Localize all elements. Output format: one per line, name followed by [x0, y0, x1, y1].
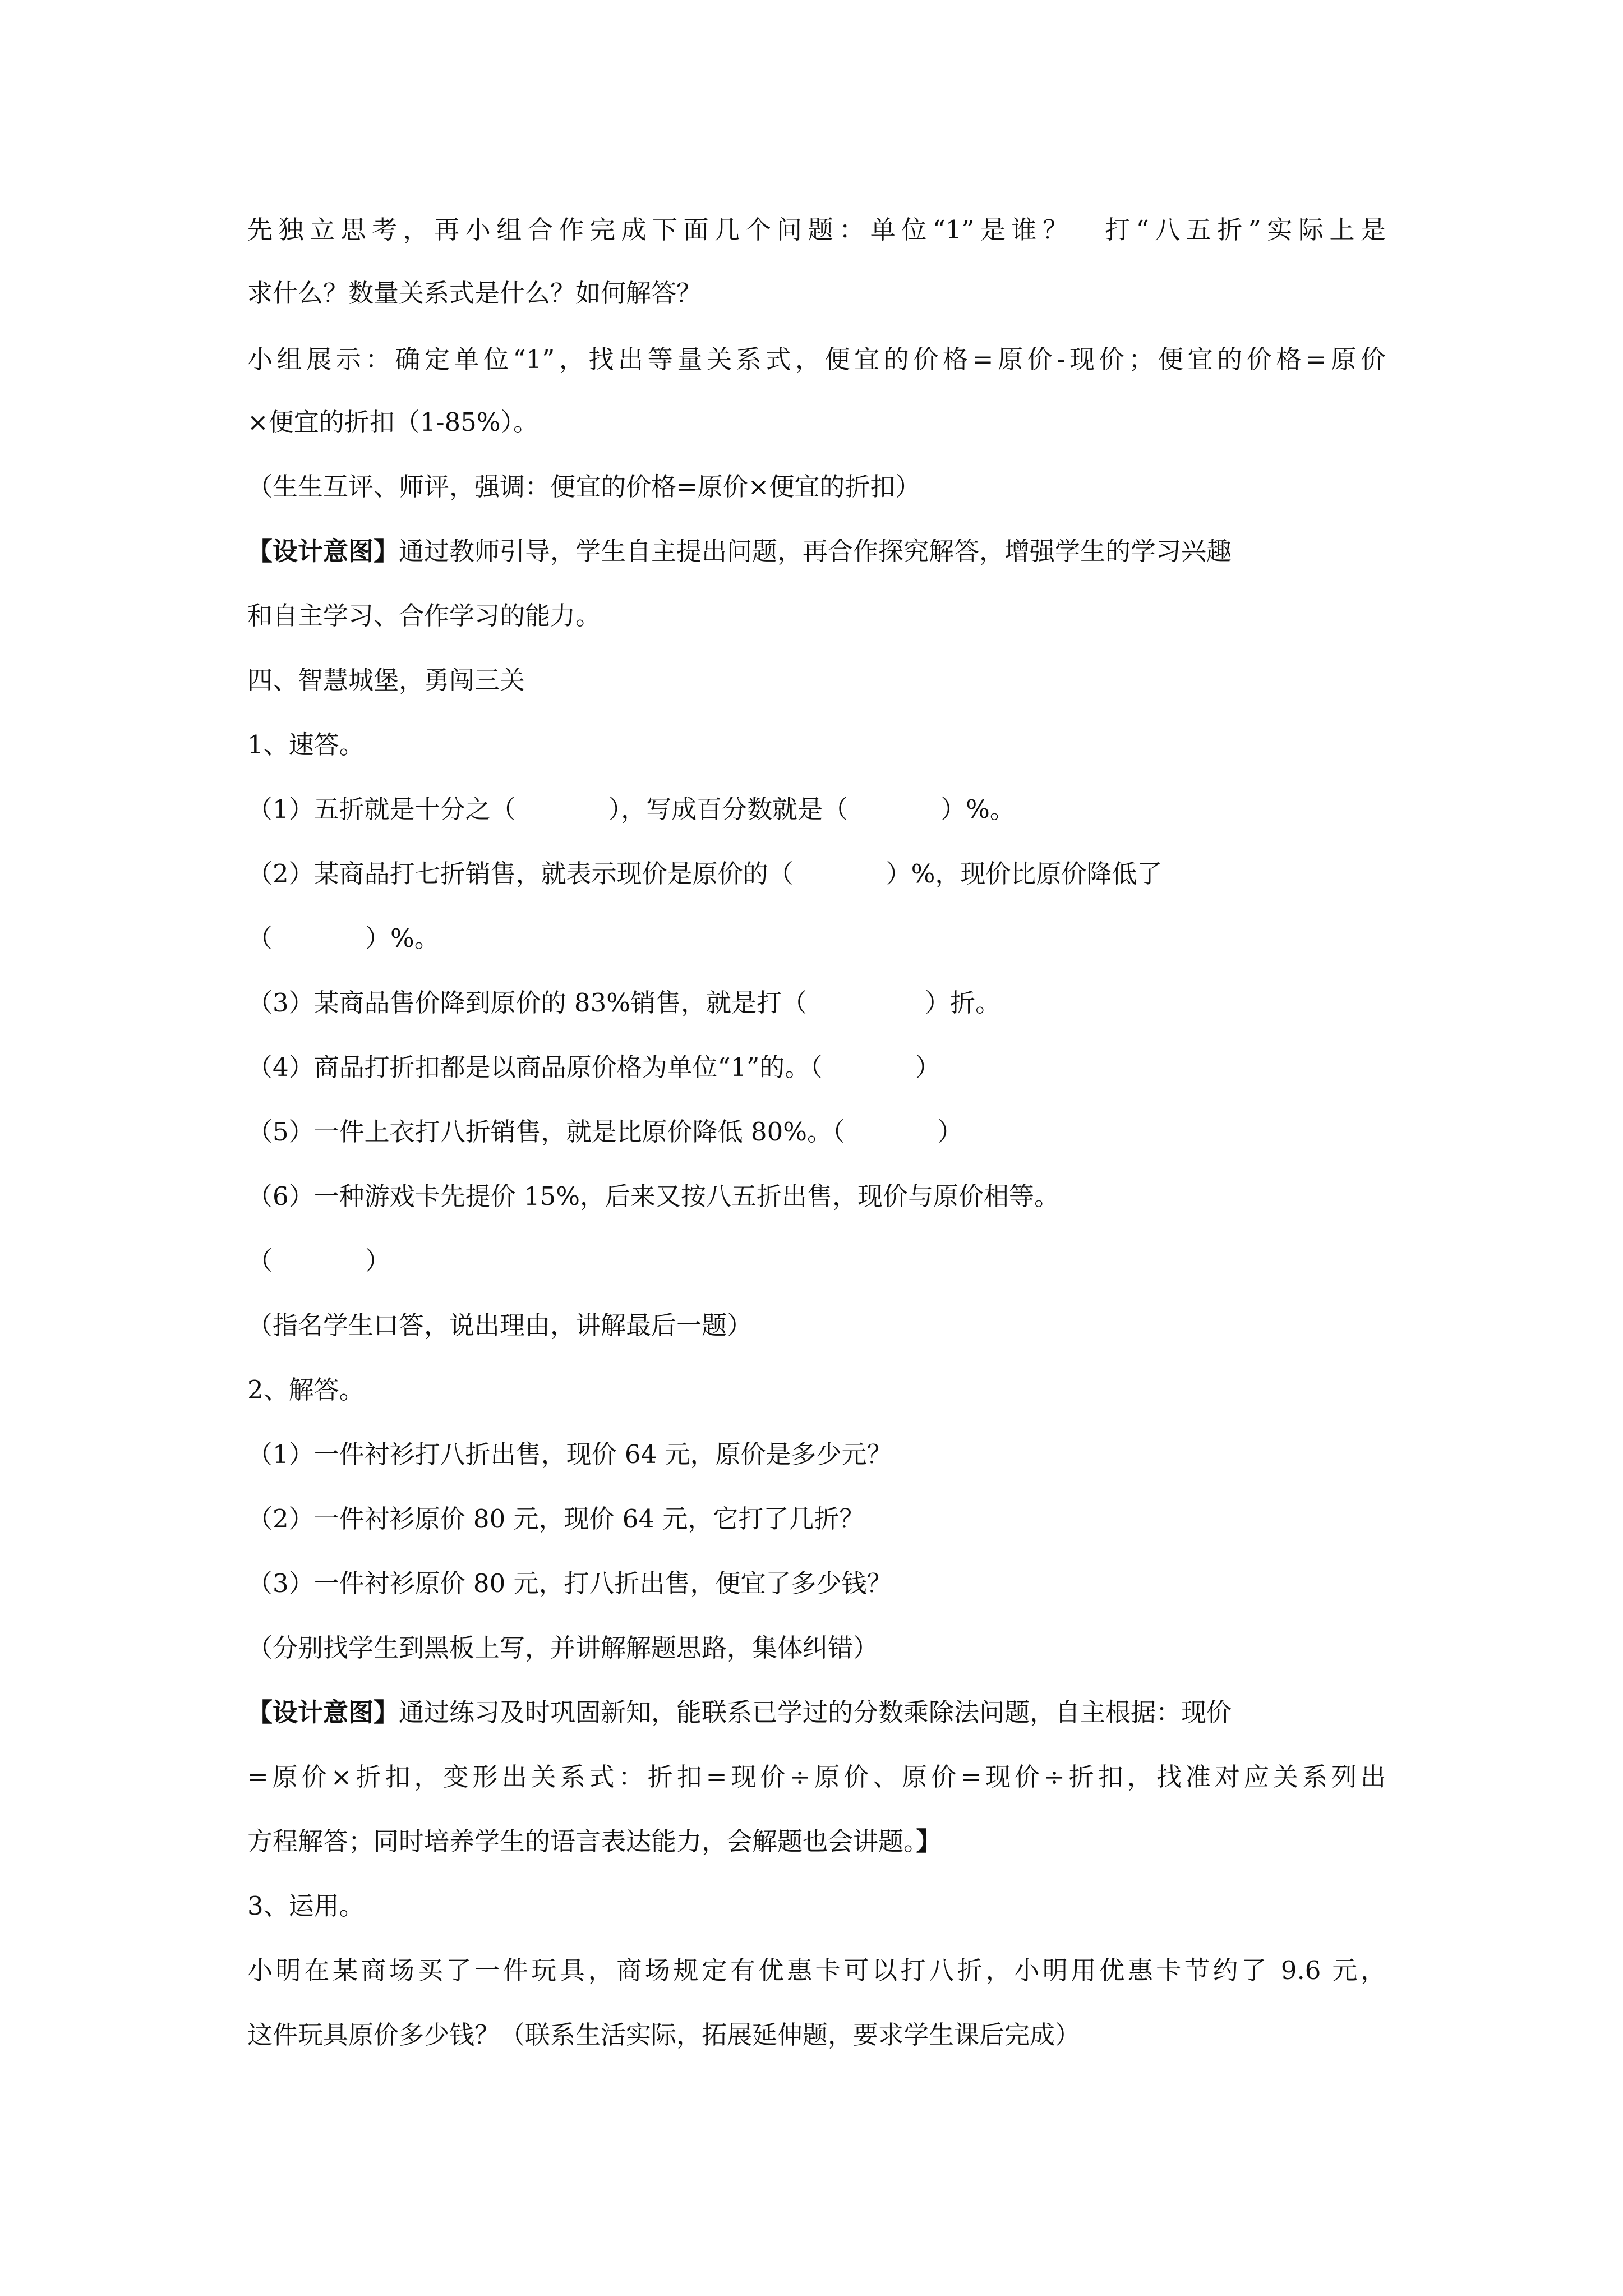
- paragraph-line: 这件玩具原价多少钱？（联系生活实际，拓展延伸题，要求学生课后完成）: [247, 2020, 1081, 2050]
- question-text: （1）五折就是十分之（: [247, 794, 516, 824]
- question-line: （6）一种游戏卡先提价 15%，后来又按八五折出售，现价与原价相等。: [247, 1181, 1059, 1211]
- design-intent-line: [247, 535, 1386, 568]
- paragraph-line: ×便宜的折扣（1-85%）。: [247, 407, 539, 437]
- question-line: [247, 922, 1386, 955]
- design-intent-line: [247, 1696, 1386, 1729]
- question-text: ）: [937, 1117, 963, 1147]
- question-text: ），写成百分数就是（: [608, 794, 849, 824]
- note-line: （指名学生口答，说出理由，讲解最后一题）: [247, 1310, 753, 1340]
- design-intent-text: 方程解答；同时培养学生的语言表达能力，会解题也会讲题。: [247, 1826, 916, 1856]
- question-text: （: [247, 923, 273, 953]
- paragraph-line: 小组展示：确定单位“1”，找出等量关系式，便宜的价格=原价-现价；便宜的价格=原价: [247, 344, 1386, 374]
- subsection-heading: 2、解答。: [247, 1375, 365, 1405]
- question-text: （3）某商品售价降到原价的 83%销售，就是打（: [247, 988, 807, 1018]
- question-text: ）%。: [940, 794, 1015, 824]
- subsection-heading: 3、运用。: [247, 1891, 365, 1921]
- paragraph-line: 小明在某商场买了一件玩具，商场规定有优惠卡可以打八折，小明用优惠卡节约了 9.6 元，: [247, 1955, 1386, 1985]
- section-heading: 四、智慧城堡，勇闯三关: [247, 665, 525, 695]
- design-intent-text: 通过教师引导，学生自主提出问题，再合作探究解答，增强学生的学习兴趣: [399, 536, 1232, 566]
- paragraph-line: 和自主学习、合作学习的能力。: [247, 601, 601, 631]
- paragraph-line: 先独立思考，再小组合作完成下面几个问题：单位“1”是谁？ 打“八五折”实际上是: [247, 215, 1386, 245]
- question-text: （4）商品打折扣都是以商品原价格为单位“1”的。（: [247, 1052, 823, 1082]
- design-intent-tag: 【设计意图】: [247, 536, 399, 566]
- question-line: [247, 1051, 1386, 1084]
- paragraph-line: [247, 1825, 1386, 1858]
- question-line: （3）一件衬衫原价 80 元，打八折出售，便宜了多少钱？: [247, 1568, 892, 1598]
- question-line: [247, 1115, 1386, 1149]
- question-text: ）%。: [365, 923, 440, 953]
- note-line: （分别找学生到黑板上写，并讲解解题思路，集体纠错）: [247, 1633, 879, 1663]
- question-line: （1）一件衬衫打八折出售，现价 64 元，原价是多少元？: [247, 1439, 892, 1469]
- question-line: [247, 857, 1386, 891]
- design-intent-tag: 【设计意图】: [247, 1697, 399, 1727]
- paragraph-line: （生生互评、师评，强调：便宜的价格=原价×便宜的折扣）: [247, 472, 921, 501]
- question-line: [247, 793, 1386, 826]
- question-text: ）折。: [924, 988, 1000, 1018]
- question-text: ）%，现价比原价降低了: [886, 859, 1163, 889]
- design-intent-tag: 】: [916, 1826, 942, 1856]
- question-line: （2）一件衬衫原价 80 元，现价 64 元，它打了几折？: [247, 1504, 865, 1534]
- question-text: ）: [365, 1246, 391, 1276]
- question-line: [247, 986, 1386, 1020]
- paragraph-line: 求什么？数量关系式是什么？如何解答？: [247, 278, 702, 308]
- paragraph-line: =原价×折扣，变形出关系式：折扣=现价÷原价、原价=现价÷折扣，找准对应关系列出: [247, 1762, 1386, 1792]
- subsection-heading: 1、速答。: [247, 730, 365, 760]
- question-text: （5）一件上衣打八折销售，就是比原价降低 80%。（: [247, 1117, 845, 1147]
- question-text: ）: [915, 1052, 940, 1082]
- design-intent-text: 通过练习及时巩固新知，能联系已学过的分数乘除法问题，自主根据：现价: [399, 1697, 1232, 1727]
- question-text: （: [247, 1246, 273, 1276]
- question-line: [247, 1244, 1386, 1278]
- question-text: （2）某商品打七折销售，就表示现价是原价的（: [247, 859, 794, 889]
